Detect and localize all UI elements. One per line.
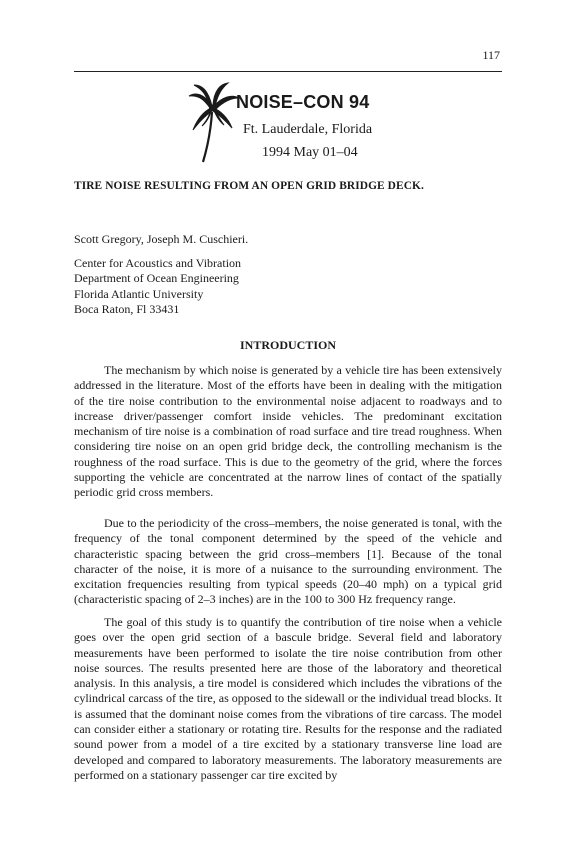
authors: Scott Gregory, Joseph M. Cuschieri. (74, 232, 249, 246)
header-rule (74, 71, 502, 72)
conference-location: Ft. Lauderdale, Florida (243, 122, 373, 137)
body-paragraph: Due to the periodicity of the cross–members, the noise generated is tonal, with the frequency of the tonal component determined by the speed of the vehicle and characteristic spacing between the grid cross–members [1]. Because of the tonal character of the noise, it is more of a nuisance to the surrounding environment. The excitation frequencies resulting from typical speeds (20–40 mph) on a typical grid (characteristic spacing of 2–3 inches) are in the 100 to 300 Hz frequency range. (74, 516, 502, 607)
affiliation (74, 256, 241, 318)
affiliation-line: Department of Ocean Engineering (74, 271, 239, 286)
affiliation-line: Florida Atlantic University (74, 286, 204, 301)
conference-title: NOISE–CON 94 (236, 92, 370, 112)
page-number: 117 (482, 48, 500, 62)
body-paragraph: The mechanism by which noise is generated by a vehicle tire has been extensively addressed in the literature. Most of the efforts have been in dealing with the mitigation of the tire noise contribution to the environmental noise adjacent to roadways and to increase driver/passenger comfort inside vehicles. The predominant excitation mechanism of tire noise is a combination of road surface and tire tread roughness. When considering tire noise on an open grid bridge deck, the controlling mechanism is the roughness of the road surface. This is due to the geometry of the grid, where the forces supporting the vehicle are concentrated at the narrow lines of contact of the spatially periodic grid cross members. (74, 363, 502, 500)
section-heading: INTRODUCTION (239, 338, 336, 352)
palm-tree-logo (188, 82, 240, 164)
paper-title: TIRE NOISE RESULTING FROM AN OPEN GRID BRIDGE DECK. (74, 180, 424, 192)
conference-date: 1994 May 01–04 (262, 145, 358, 160)
affiliation-line: Center for Acoustics and Vibration (74, 256, 242, 270)
body-paragraph: The goal of this study is to quantify the contribution of tire noise when a vehicle goes over the open grid section of a bascule bridge. Several field and laboratory measurements have been performed to isolate the tire noise contribution from other noise sources. The results presented here are those of the laboratory and theoretical analysis. In this analysis, a tire model is considered which includes the vibrations of the cylindrical carcass of the tire, as opposed to the sidewall or the individual tread blocks. It is assumed that the dominant noise comes from the vibrations of tire carcass. The model can consider either a stationary or rotating tire. Results for the response and the radiated sound power from a model of a tire excited by a stationary transverse line load are developed and compared to laboratory measurements. The laboratory measurements are performed on a stationary passenger car tire excited by (74, 615, 502, 782)
affiliation-line: Boca Raton, Fl 33431 (74, 302, 180, 317)
